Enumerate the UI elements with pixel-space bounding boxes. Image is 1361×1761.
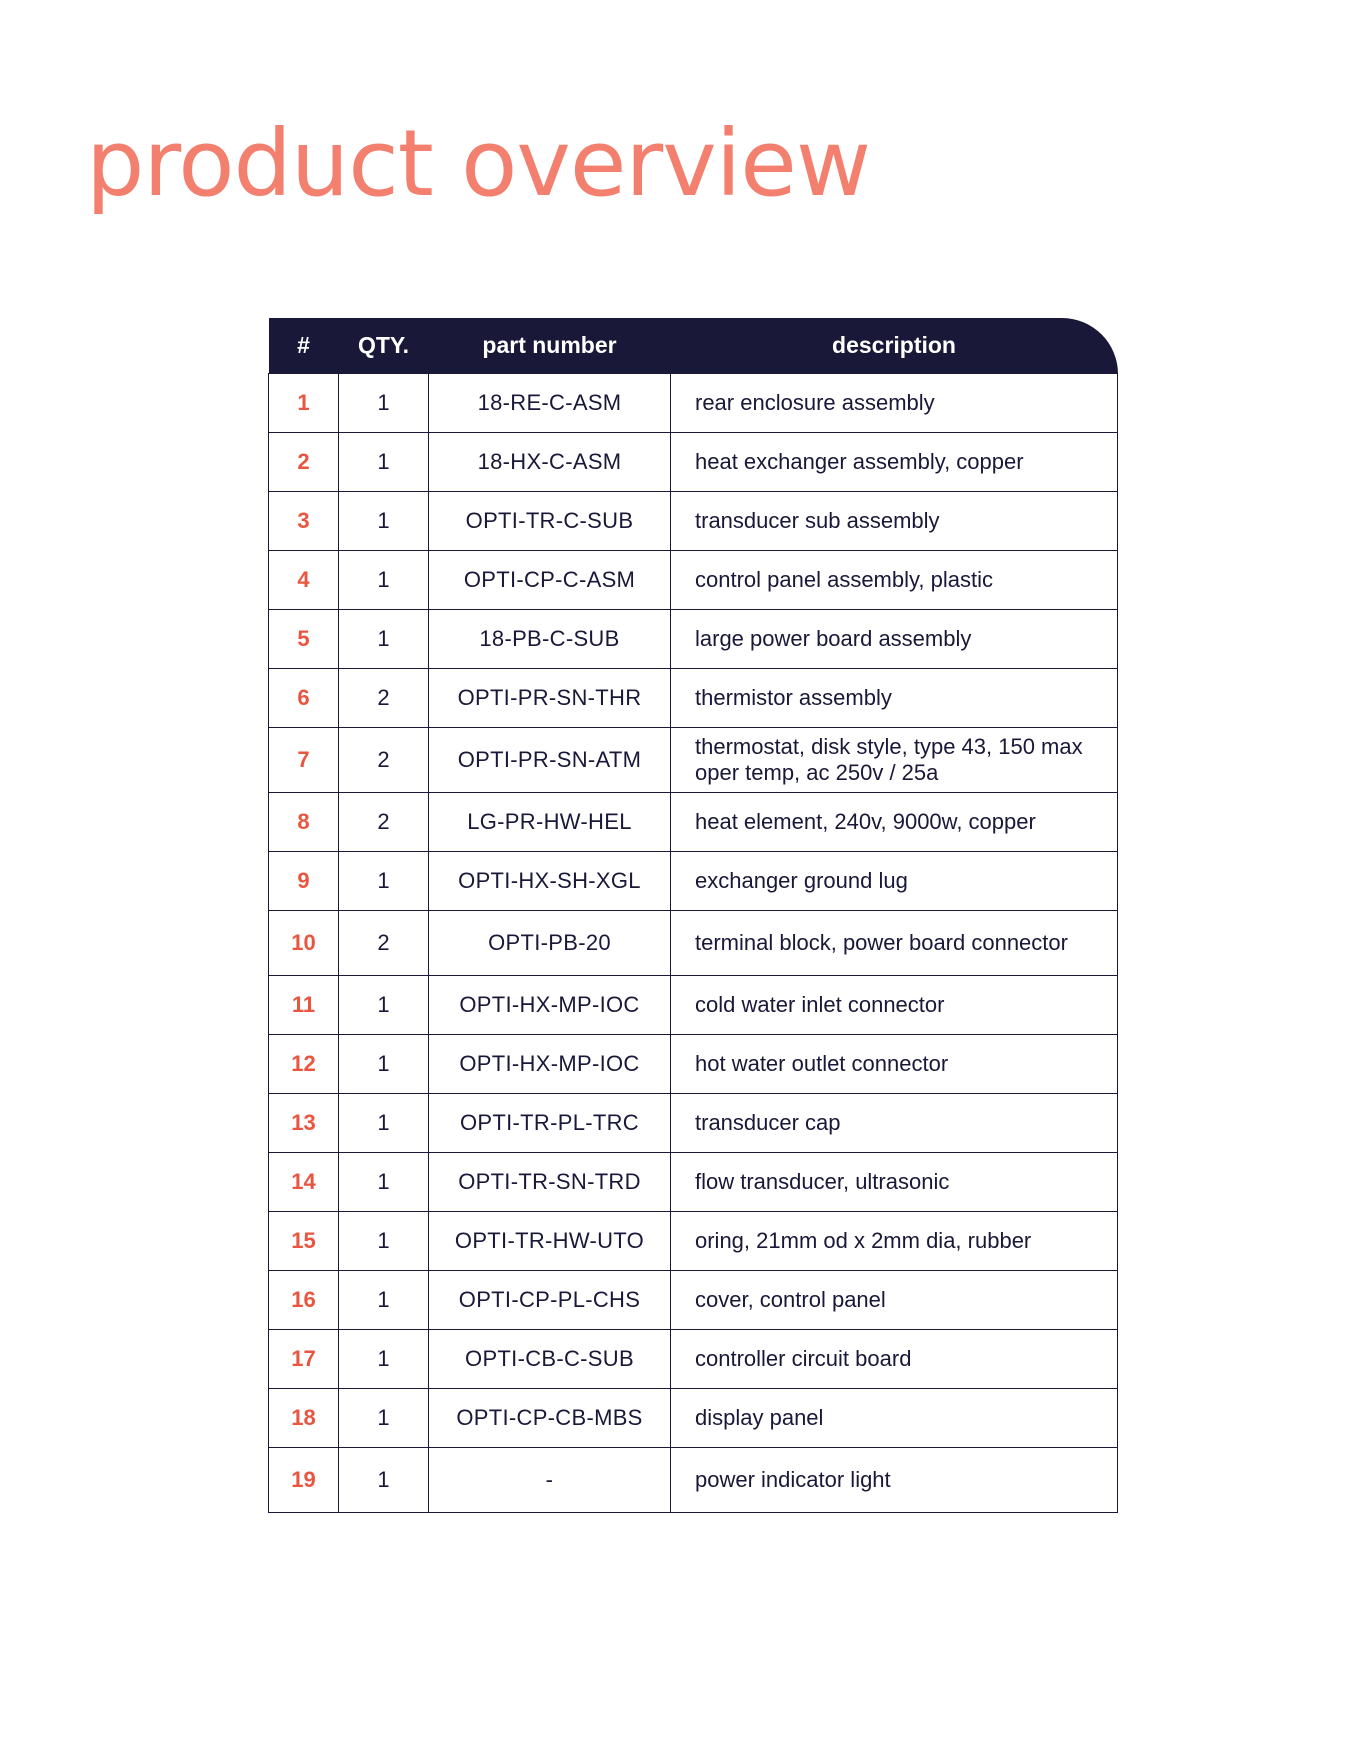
table-row <box>269 1094 1118 1153</box>
row-qty: 1 <box>339 551 429 610</box>
row-description: flow transducer, ultrasonic <box>671 1153 1118 1212</box>
row-description: control panel assembly, plastic <box>671 551 1118 610</box>
table-row <box>269 1035 1118 1094</box>
row-qty: 1 <box>339 1212 429 1271</box>
table-row <box>269 1271 1118 1330</box>
row-description: large power board assembly <box>671 610 1118 669</box>
row-description: exchanger ground lug <box>671 852 1118 911</box>
row-number: 2 <box>269 433 339 492</box>
row-qty: 1 <box>339 1035 429 1094</box>
table-row <box>269 610 1118 669</box>
table-row <box>269 793 1118 852</box>
header-part-number: part number <box>429 318 671 374</box>
row-number: 3 <box>269 492 339 551</box>
table-row <box>269 551 1118 610</box>
row-part-number: OPTI-PR-SN-ATM <box>429 728 671 793</box>
row-qty: 1 <box>339 976 429 1035</box>
row-part-number: OPTI-HX-MP-IOC <box>429 976 671 1035</box>
row-number: 10 <box>269 911 339 976</box>
row-qty: 1 <box>339 1153 429 1212</box>
row-description: hot water outlet connector <box>671 1035 1118 1094</box>
row-number: 13 <box>269 1094 339 1153</box>
row-description: transducer cap <box>671 1094 1118 1153</box>
row-part-number: 18-RE-C-ASM <box>429 374 671 433</box>
row-qty: 2 <box>339 669 429 728</box>
row-qty: 1 <box>339 433 429 492</box>
row-part-number: - <box>429 1448 671 1513</box>
row-description: heat element, 240v, 9000w, copper <box>671 793 1118 852</box>
row-description: cover, control panel <box>671 1271 1118 1330</box>
row-part-number: OPTI-TR-SN-TRD <box>429 1153 671 1212</box>
header-number: # <box>269 318 339 374</box>
row-qty: 1 <box>339 1389 429 1448</box>
page-title: product overview <box>86 110 871 217</box>
table-row <box>269 911 1118 976</box>
table-row <box>269 1212 1118 1271</box>
row-part-number: OPTI-CP-CB-MBS <box>429 1389 671 1448</box>
row-description: power indicator light <box>671 1448 1118 1513</box>
row-number: 17 <box>269 1330 339 1389</box>
row-part-number: 18-PB-C-SUB <box>429 610 671 669</box>
row-description: heat exchanger assembly, copper <box>671 433 1118 492</box>
table-row <box>269 728 1118 793</box>
table-header <box>269 318 1118 374</box>
row-qty: 1 <box>339 492 429 551</box>
row-qty: 2 <box>339 911 429 976</box>
row-qty: 1 <box>339 852 429 911</box>
row-description: thermistor assembly <box>671 669 1118 728</box>
row-description: oring, 21mm od x 2mm dia, rubber <box>671 1212 1118 1271</box>
row-part-number: OPTI-PB-20 <box>429 911 671 976</box>
row-part-number: OPTI-TR-C-SUB <box>429 492 671 551</box>
header-qty: QTY. <box>339 318 429 374</box>
table-row <box>269 976 1118 1035</box>
row-qty: 1 <box>339 1271 429 1330</box>
table-body <box>269 374 1118 1513</box>
table-row <box>269 1448 1118 1513</box>
row-description: thermostat, disk style, type 43, 150 max oper temp, ac 250v / 25a <box>671 728 1118 793</box>
row-part-number: OPTI-HX-SH-XGL <box>429 852 671 911</box>
row-number: 9 <box>269 852 339 911</box>
row-number: 16 <box>269 1271 339 1330</box>
row-qty: 1 <box>339 1330 429 1389</box>
row-number: 15 <box>269 1212 339 1271</box>
row-number: 4 <box>269 551 339 610</box>
row-part-number: OPTI-CB-C-SUB <box>429 1330 671 1389</box>
table-row <box>269 1330 1118 1389</box>
row-part-number: OPTI-TR-HW-UTO <box>429 1212 671 1271</box>
row-number: 8 <box>269 793 339 852</box>
row-description: rear enclosure assembly <box>671 374 1118 433</box>
table-row <box>269 1389 1118 1448</box>
row-part-number: OPTI-CP-PL-CHS <box>429 1271 671 1330</box>
table-row <box>269 669 1118 728</box>
row-number: 18 <box>269 1389 339 1448</box>
row-number: 1 <box>269 374 339 433</box>
row-number: 5 <box>269 610 339 669</box>
row-qty: 2 <box>339 793 429 852</box>
row-description: transducer sub assembly <box>671 492 1118 551</box>
row-qty: 1 <box>339 1448 429 1513</box>
row-number: 12 <box>269 1035 339 1094</box>
row-description: cold water inlet connector <box>671 976 1118 1035</box>
row-description: display panel <box>671 1389 1118 1448</box>
row-number: 7 <box>269 728 339 793</box>
row-number: 6 <box>269 669 339 728</box>
row-number: 14 <box>269 1153 339 1212</box>
row-qty: 1 <box>339 1094 429 1153</box>
row-part-number: 18-HX-C-ASM <box>429 433 671 492</box>
row-part-number: OPTI-PR-SN-THR <box>429 669 671 728</box>
table-row <box>269 852 1118 911</box>
row-description: terminal block, power board connector <box>671 911 1118 976</box>
header-description: description <box>671 318 1118 374</box>
row-qty: 1 <box>339 610 429 669</box>
table-row <box>269 492 1118 551</box>
table-row <box>269 374 1118 433</box>
row-number: 19 <box>269 1448 339 1513</box>
row-description: controller circuit board <box>671 1330 1118 1389</box>
table-row <box>269 433 1118 492</box>
row-part-number: OPTI-HX-MP-IOC <box>429 1035 671 1094</box>
row-part-number: OPTI-CP-C-ASM <box>429 551 671 610</box>
row-part-number: OPTI-TR-PL-TRC <box>429 1094 671 1153</box>
parts-table <box>268 318 1118 1513</box>
row-qty: 2 <box>339 728 429 793</box>
row-number: 11 <box>269 976 339 1035</box>
table-row <box>269 1153 1118 1212</box>
row-part-number: LG-PR-HW-HEL <box>429 793 671 852</box>
row-qty: 1 <box>339 374 429 433</box>
